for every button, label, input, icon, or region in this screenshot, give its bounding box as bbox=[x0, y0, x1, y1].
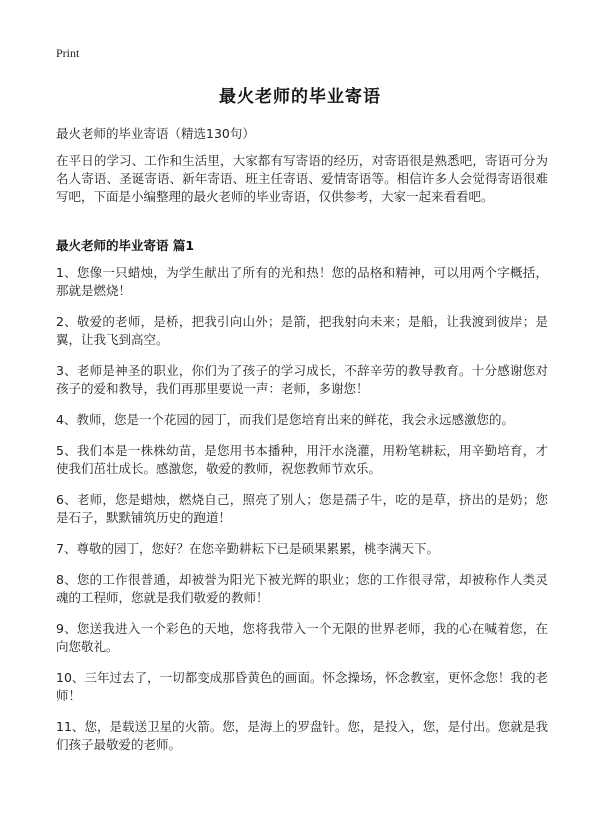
print-link[interactable]: Print bbox=[56, 46, 80, 60]
quote-item-5: 5、我们本是一株株幼苗，是您用书本播种，用汗水浇灌，用粉笔耕耘，用辛勤培育，才使我们茁壮成长。感激您，敬爱的教师，祝您教师节欢乐。 bbox=[56, 443, 548, 476]
quote-item-8: 8、您的工作很普通，却被誉为阳光下被光辉的职业；您的工作很寻常，却被称作人类灵魂的工程师，您就是我们敬爱的教师！ bbox=[56, 572, 548, 605]
quote-item-9: 9、您送我进入一个彩色的天地，您将我带入一个无限的世界老师，我的心在喊着您，在向您敬礼。 bbox=[56, 621, 548, 654]
quote-item-10: 10、三年过去了，一切都变成那昏黄色的画面。怀念操场，怀念教室，更怀念您！我的老师！ bbox=[56, 670, 548, 703]
quote-item-11: 11、您，是载送卫星的火箭。您，是海上的罗盘针。您，是投入，您，是付出。您就是我们孩子最敬爱的老师。 bbox=[56, 719, 548, 752]
quote-item-3: 3、老师是神圣的职业，你们为了孩子的学习成长，不辞辛劳的教导教育。十分感谢您对孩子的爱和教导，我们再那里要说一声：老师，多谢您！ bbox=[56, 363, 548, 396]
quote-item-2: 2、敬爱的老师，是桥，把我引向山外；是箭，把我射向未来；是船，让我渡到彼岸；是翼，让我飞到高空。 bbox=[56, 314, 548, 347]
section-heading: 最火老师的毕业寄语 篇1 bbox=[56, 238, 195, 253]
quote-list bbox=[56, 264, 548, 767]
quote-item-1: 1、您像一只蜡烛，为学生献出了所有的光和热！您的品格和精神，可以用两个字概括，那就是燃烧！ bbox=[56, 265, 548, 298]
intro-paragraph: 在平日的学习、工作和生活里，大家都有写寄语的经历，对寄语很是熟悉吧，寄语可分为名人寄语、圣诞寄语、新年寄语、班主任寄语、爱情寄语等。相信许多人会觉得寄语很难写吧，下面是小编整理的最火老师的毕业寄语，仅供参考，大家一起来看看吧。 bbox=[56, 153, 548, 204]
quote-item-6: 6、老师，您是蜡烛，燃烧自己，照亮了别人；您是孺子牛，吃的是草，挤出的是奶；您是石子，默默铺筑历史的跑道！ bbox=[56, 492, 548, 525]
page-title: 最火老师的毕业寄语 bbox=[219, 87, 381, 107]
quote-item-4: 4、教师，您是一个花园的园丁，而我们是您培育出来的鲜花，我会永远感激您的。 bbox=[56, 412, 514, 427]
quote-item-7: 7、尊敬的园丁，您好？在您辛勤耕耘下已是硕果累累，桃李满天下。 bbox=[56, 541, 439, 556]
subtitle: 最火老师的毕业寄语（精选130句） bbox=[56, 126, 255, 141]
